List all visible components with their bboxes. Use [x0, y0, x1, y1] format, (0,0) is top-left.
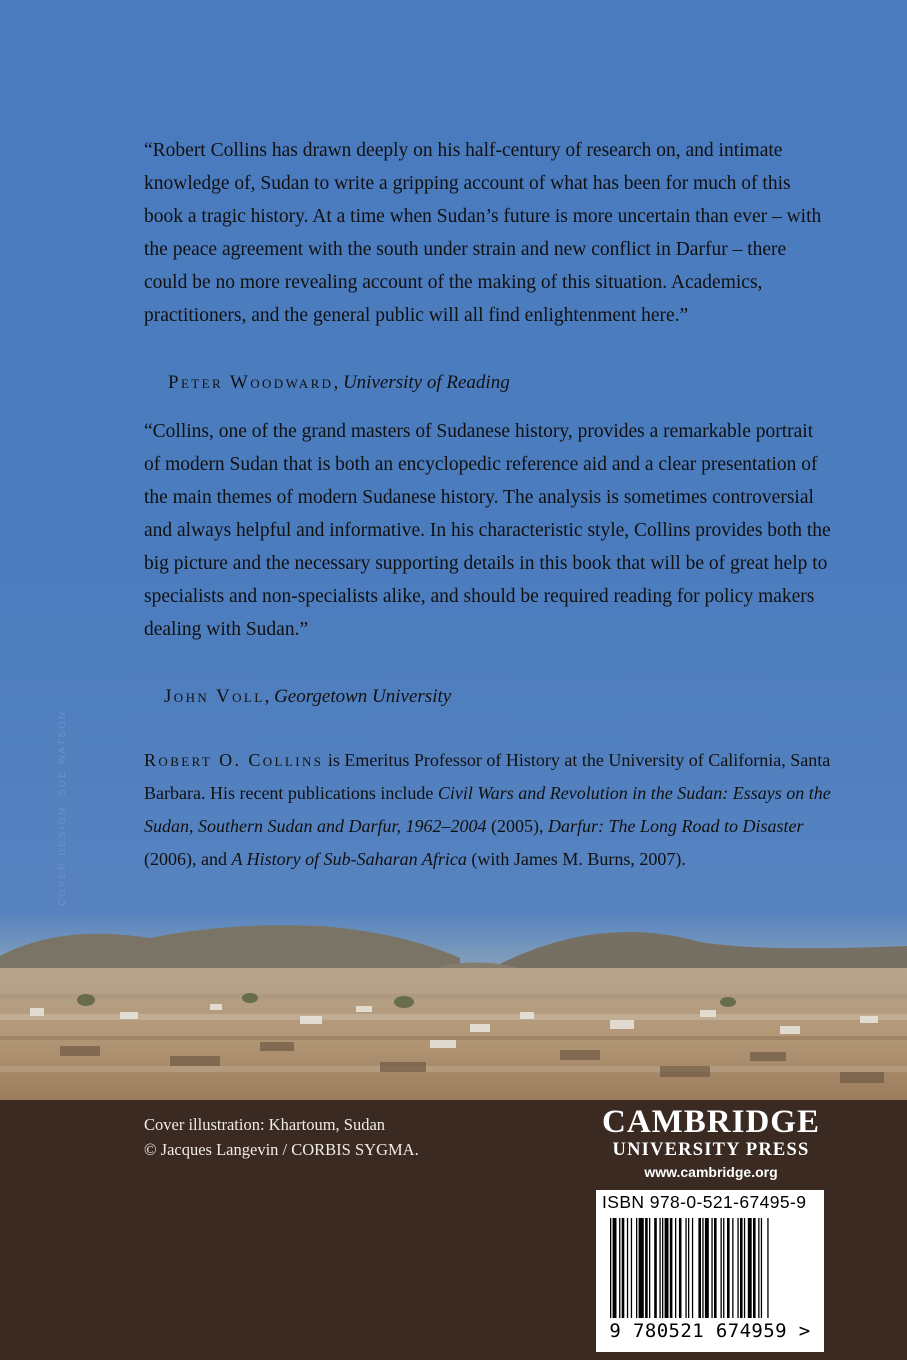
barcode-bar [649, 1218, 650, 1318]
cover-caption-line-2: © Jacques Langevin / CORBIS SYGMA. [144, 1140, 419, 1159]
barcode-bar [675, 1218, 676, 1318]
author-bio-text-3: (2006), and [144, 849, 232, 869]
barcode-bar [631, 1218, 632, 1318]
khartoum-landscape-photo [0, 916, 907, 1100]
barcode-bar [705, 1218, 709, 1318]
barcode-bar [659, 1218, 660, 1318]
barcode-bar [613, 1218, 617, 1318]
barcode-box [596, 1190, 824, 1352]
barcode-bar [698, 1218, 701, 1318]
barcode-bar [670, 1218, 673, 1318]
barcode-bar [665, 1218, 669, 1318]
barcode-bar [654, 1218, 657, 1318]
landscape-illustration [0, 916, 907, 1100]
barcode-bar [737, 1218, 738, 1318]
publisher-url: www.cambridge.org [644, 1164, 778, 1180]
barcode-bar [711, 1218, 712, 1318]
author-bio-text-2: (2005), [486, 816, 549, 836]
author-bio-text-1: is Emeritus Professor of History at the University of California, Santa Barbara. His recent publications include [144, 750, 831, 803]
publisher-logo [596, 1104, 826, 1183]
barcode-bar [622, 1218, 625, 1318]
barcode-bar [619, 1218, 620, 1318]
barcode-bar [727, 1218, 730, 1318]
barcode-bar [753, 1218, 756, 1318]
publisher-subname: UNIVERSITY PRESS [612, 1140, 810, 1160]
barcode-bar [723, 1218, 724, 1318]
barcode-bar [740, 1218, 743, 1318]
barcode-bar [721, 1218, 722, 1318]
author-bio-name: Robert O. Collins [144, 750, 324, 770]
barcode-bar [761, 1218, 762, 1318]
publisher-name: CAMBRIDGE [601, 1104, 820, 1140]
quote-1-text: “Robert Collins has drawn deeply on his half-century of research on, and intimate knowledge of, Sudan to write a gripping account of what has been for much of this book a tragic history. At a time when Sudan’s future is more uncertain than ever – with the peace agreement with the south under strain and new conflict in Darfur – there could be no more revealing account of the making of this situation. Academics, practitioners, and the general public will all find enlightenment here.” [144, 140, 822, 326]
cover-illustration-caption [144, 1112, 419, 1162]
isbn-label: ISBN 978-0-521-67495-9 [602, 1192, 807, 1212]
barcode-digits: 9 780521 674959 > [609, 1320, 811, 1342]
cover-design-credit: COVER DESIGN: SUE WATSON [57, 709, 68, 906]
barcode-bar [758, 1218, 759, 1318]
barcode-bar [679, 1218, 682, 1318]
barcode-bar [748, 1218, 752, 1318]
quote-2-author: John Voll [164, 686, 265, 707]
barcode-bar [610, 1218, 611, 1318]
barcode-bar [662, 1218, 663, 1318]
author-bio [144, 744, 834, 876]
author-bio-title-2: Darfur: The Long Road to Disaster [548, 816, 804, 836]
quote-1-attribution: Peter Woodward, University of Reading [168, 372, 510, 393]
barcode-bars [596, 1218, 824, 1326]
barcode-bar [714, 1218, 717, 1318]
quote-1-affiliation: University of Reading [342, 372, 510, 393]
barcode-bar [685, 1218, 686, 1318]
barcode-bar [732, 1218, 733, 1318]
barcode-bar [744, 1218, 745, 1318]
barcode-bar [767, 1218, 768, 1318]
barcode-bar [645, 1218, 648, 1318]
barcode-bar [636, 1218, 637, 1318]
barcode-bar [702, 1218, 703, 1318]
author-bio-text-4: (with James M. Burns, 2007). [466, 849, 686, 869]
quote-2-text: “Collins, one of the grand masters of Sudanese history, provides a remarkable portrait of modern Sudan that is both an encyclopedic reference aid and a clear presentation of the main themes of modern Sudanese history. The analysis is sometimes controversial and always helpful and informative. In his characteristic style, Collins provides both the big picture and the necessary supporting details in this book that will be of great help to specialists and non-specialists alike, and should be required reading for policy makers dealing with Sudan.” [144, 421, 831, 640]
author-bio-title-1: Civil Wars and Revolution in the Sudan: Essays on the Sudan, Southern Sudan and Darfur, 1962–2004 [144, 783, 831, 836]
author-bio-title-3: A History of Sub-Saharan Africa [231, 849, 467, 869]
quote-2-affiliation: Georgetown University [274, 686, 452, 707]
cover-caption-line-1: Cover illustration: Khartoum, Sudan [144, 1115, 386, 1134]
barcode-bar [639, 1218, 644, 1318]
barcode-bar [627, 1218, 628, 1318]
barcode-bar [692, 1218, 693, 1318]
quote-1-author: Peter Woodward [168, 372, 334, 393]
barcode-bar [688, 1218, 689, 1318]
quote-2-attribution: John Voll, Georgetown University [164, 686, 452, 707]
